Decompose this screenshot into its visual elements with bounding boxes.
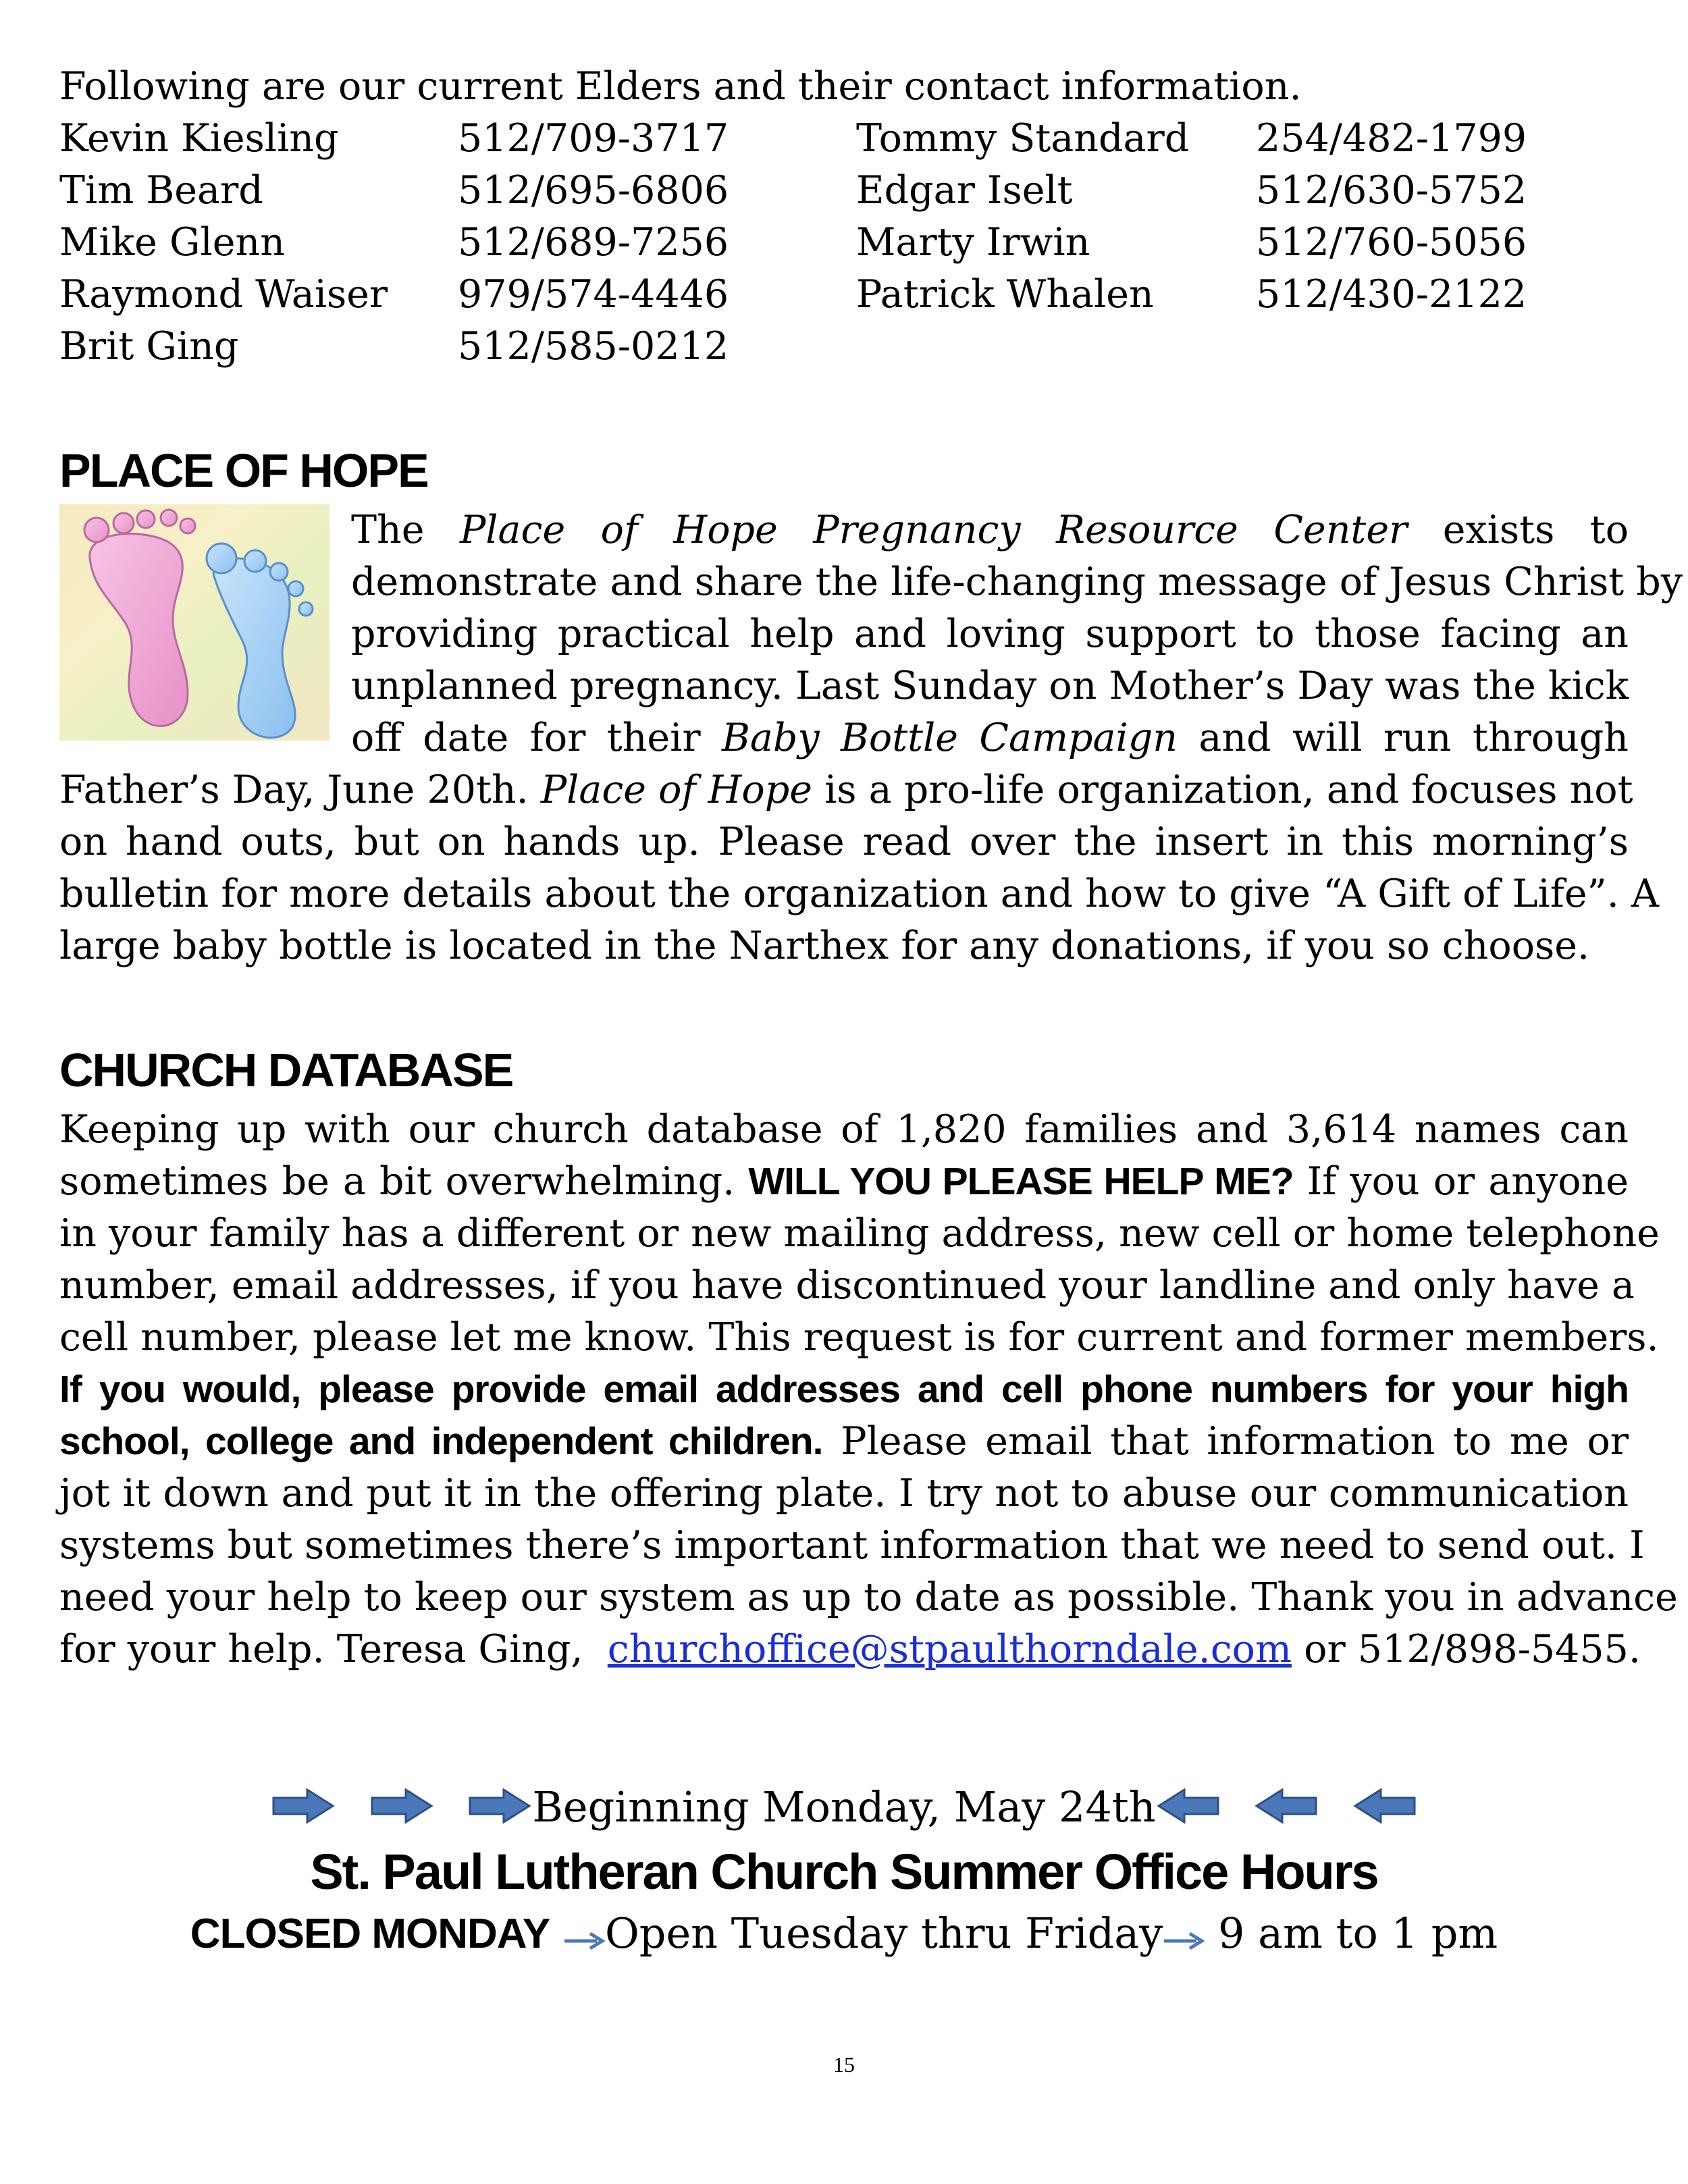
place-of-hope-line: large baby bottle is located in the Narthex for any donations, if you so choose. xyxy=(59,924,1590,968)
page-content xyxy=(59,61,1683,1967)
place-of-hope-line: unplanned pregnancy. Last Sunday on Mother’s Day was the kick xyxy=(351,664,1629,708)
place-of-hope-line: demonstrate and share the life-changing message of Jesus Christ by xyxy=(351,560,1683,604)
elder-phone: 512/695-6806 xyxy=(458,168,729,213)
church-database-line: school, college and independent children. Please email that information to me or xyxy=(59,1419,1629,1464)
elders-table xyxy=(59,113,1629,373)
page-number: 15 xyxy=(833,2052,855,2077)
elder-name: Brit Ging xyxy=(59,324,239,369)
place-of-hope-line: providing practical help and loving support to those facing an xyxy=(351,612,1629,656)
church-database-line: in your family has a different or new mailing address, new cell or home telephone xyxy=(59,1211,1660,1256)
church-database-section xyxy=(59,1104,1678,1676)
small-arrow-right-icon xyxy=(563,1907,605,1967)
church-database-line: number, email addresses, if you have discontinued your landline and only have a xyxy=(59,1263,1635,1308)
closed-monday-text: CLOSED MONDAY xyxy=(190,1910,550,1957)
place-of-hope-heading: PLACE OF HOPE xyxy=(59,444,428,497)
elder-phone: 979/574-4446 xyxy=(458,272,729,317)
elder-phone: 512/760-5056 xyxy=(1256,220,1527,265)
arrow-right-icon xyxy=(467,1780,532,1841)
church-database-line: cell number, please let me know. This request is for current and former members. xyxy=(59,1315,1659,1360)
church-database-line: Keeping up with our church database of 1,820 families and 3,614 names can xyxy=(59,1107,1629,1152)
beginning-text: Beginning Monday, May 24th xyxy=(532,1782,1156,1832)
small-arrow-right-icon xyxy=(1163,1907,1205,1967)
office-hours-title: St. Paul Lutheran Church Summer Office Hours xyxy=(310,1843,1378,1900)
place-of-hope-line: The Place of Hope Pregnancy Resource Center exists to xyxy=(351,508,1629,552)
elders-intro: Following are our current Elders and their contact information. xyxy=(59,64,1302,109)
place-of-hope-line: on hand outs, but on hands up. Please read over the insert in this morning’s xyxy=(59,820,1629,864)
elder-phone: 512/430-2122 xyxy=(1256,272,1527,317)
elder-name: Patrick Whalen xyxy=(856,272,1154,317)
church-database-line: jot it down and put it in the offering plate. I try not to abuse our communication xyxy=(59,1471,1629,1516)
elder-name: Tommy Standard xyxy=(856,116,1190,161)
baby-feet-icon xyxy=(59,504,329,741)
elder-name: Tim Beard xyxy=(59,168,263,213)
elder-phone: 512/709-3717 xyxy=(458,116,729,161)
elder-phone: 512/689-7256 xyxy=(458,220,729,265)
elder-name: Kevin Kiesling xyxy=(59,116,339,161)
place-of-hope-section xyxy=(59,504,1683,972)
place-of-hope-line: off date for their Baby Bottle Campaign and will run through xyxy=(351,716,1629,760)
place-of-hope-line: Father’s Day, June 20th. Place of Hope is a pro-life organization, and focuses not xyxy=(59,768,1633,812)
arrow-left-icon xyxy=(1352,1780,1417,1841)
arrow-right-icon xyxy=(271,1780,336,1841)
email-link[interactable]: churchoffice@stpaulthorndale.com xyxy=(607,1627,1292,1672)
elder-name: Mike Glenn xyxy=(59,220,285,265)
elder-name: Raymond Waiser xyxy=(59,272,388,317)
arrow-left-icon xyxy=(1254,1780,1319,1841)
open-days-text: Open Tuesday thru Friday xyxy=(604,1908,1163,1958)
church-database-heading: CHURCH DATABASE xyxy=(59,1044,513,1096)
elder-phone: 512/585-0212 xyxy=(458,324,729,369)
church-database-line: If you would, please provide email addresses and cell phone numbers for your high xyxy=(59,1368,1629,1411)
church-database-line: need your help to keep our system as up to date as possible. Thank you in advance xyxy=(59,1575,1678,1620)
office-hours-beginning xyxy=(59,1777,1629,1841)
elder-name: Edgar Iselt xyxy=(856,168,1073,213)
place-of-hope-line: bulletin for more details about the organization and how to give “A Gift of Life”. A xyxy=(59,872,1660,916)
hours-time-text: 9 am to 1 pm xyxy=(1218,1908,1498,1958)
church-database-line: systems but sometimes there’s important information that we need to send out. I xyxy=(59,1523,1645,1568)
church-database-line: for your help. Teresa Ging, churchoffice@stpaulthorndale.com or 512/898-5455. xyxy=(59,1627,1641,1672)
arrow-left-icon xyxy=(1156,1780,1221,1841)
office-hours-line xyxy=(59,1903,1629,1967)
elder-name: Marty Irwin xyxy=(856,220,1090,265)
elder-phone: 254/482-1799 xyxy=(1256,116,1527,161)
arrow-right-icon xyxy=(369,1780,434,1841)
elder-phone: 512/630-5752 xyxy=(1256,168,1527,213)
church-database-line: sometimes be a bit overwhelming. WILL YOU PLEASE HELP ME? If you or anyone xyxy=(59,1159,1629,1204)
